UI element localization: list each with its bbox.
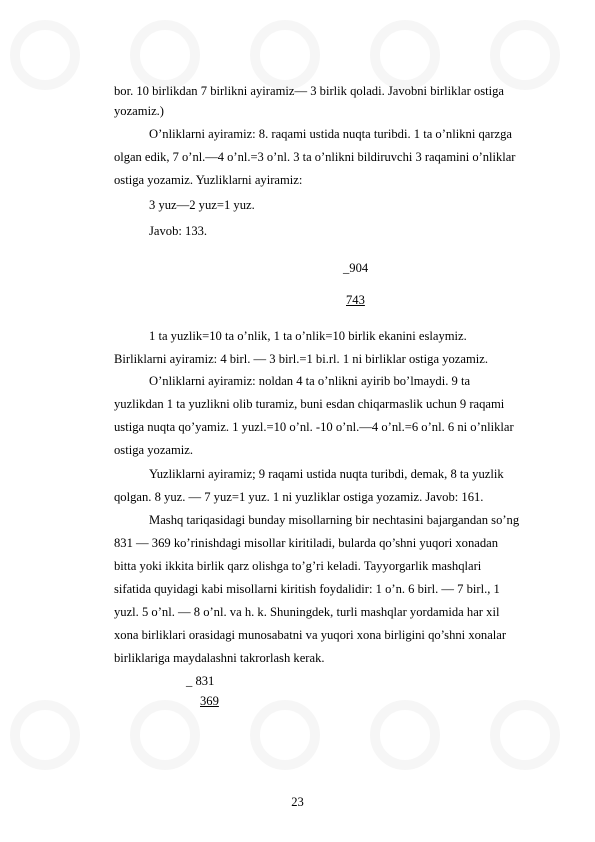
text-line: yuzlikdan 1 ta yuzlikni olib turamiz, buni esdan chiqarmaslik uchun 9 raqami <box>114 397 505 411</box>
text-line: Javob: 133. <box>149 224 208 238</box>
text-line: olgan edik, 7 o’nl.—4 o’nl.=3 o’nl. 3 ta o’nlikni bildiruvchi 3 raqamini o’nliklar <box>114 150 516 164</box>
text-line: yozamiz.) <box>114 104 164 118</box>
text-line: ustiga nuqta qo’yamiz. 1 yuzl.=10 o’nl. -10 o’nl.—4 o’nl.=6 o’nl. 6 ni o’nliklar <box>114 420 514 434</box>
text-line: 1 ta yuzlik=10 ta o’nlik, 1 ta o’nlik=10 birlik ekanini eslaymiz. <box>149 329 467 343</box>
subtraction-subtrahend: 369 <box>200 694 219 708</box>
text-line: 3 yuz—2 yuz=1 yuz. <box>149 198 255 212</box>
text-line: bitta yoki ikkita birlik qarz olishga to’g’ri keladi. Tayyorgarlik mashqlari <box>114 559 482 573</box>
text-line: 831 — 369 ko’rinishdagi misollar kiritiladi, bularda qo’shni yuqori xonadan <box>114 536 499 550</box>
text-line: xona birliklari orasidagi munosabatni va yuqori xona birligini qo’shni xonalar <box>114 628 507 642</box>
watermark-shape <box>370 700 440 770</box>
subtraction-minuend: _ 831 <box>186 674 215 688</box>
text-line: Birliklarni ayiramiz: 4 birl. — 3 birl.=1 bi.rl. 1 ni birliklar ostiga yozamiz. <box>114 352 488 366</box>
watermark-shape <box>370 20 440 90</box>
page-number: 23 <box>291 795 304 809</box>
text-line: ostiga yozamiz. Yuzliklarni ayiramiz: <box>114 173 303 187</box>
text-line: yuzl. 5 o’nl. — 8 o’nl. va h. k. Shuningdek, turli mashqlar yordamida har xil <box>114 605 500 619</box>
watermark-shape <box>490 700 560 770</box>
text-line: Mashq tariqasidagi bunday misollarning bir nechtasini bajargandan so’ng <box>149 513 520 527</box>
text-line: birliklariga maydalashni takrorlash kerak. <box>114 651 325 665</box>
watermark-shape <box>130 20 200 90</box>
watermark-shape <box>250 20 320 90</box>
subtraction-subtrahend: 743 <box>346 293 365 307</box>
text-line: sifatida quyidagi kabi misollarni kiritish foydalidir: 1 o’n. 6 birl. — 7 birl., 1 <box>114 582 500 596</box>
text-line: ostiga yozamiz. <box>114 443 194 457</box>
text-line: O’nliklarni ayiramiz: 8. raqami ustida nuqta turibdi. 1 ta o’nlikni qarzga <box>149 127 513 141</box>
text-line: Yuzliklarni ayiramiz; 9 raqami ustida nuqta turibdi, demak, 8 ta yuzlik <box>149 467 504 481</box>
watermark-shape <box>10 700 80 770</box>
text-line: qolgan. 8 yuz. — 7 yuz=1 yuz. 1 ni yuzliklar ostiga yozamiz. Javob: 161. <box>114 490 484 504</box>
watermark-shape <box>490 20 560 90</box>
watermark-shape <box>250 700 320 770</box>
watermark-shape <box>130 700 200 770</box>
text-line: O’nliklarni ayiramiz: noldan 4 ta o’nlikni ayirib bo’lmaydi. 9 ta <box>149 374 471 388</box>
subtraction-minuend: _904 <box>343 261 369 275</box>
text-line: bor. 10 birlikdan 7 birlikni ayiramiz— 3 birlik qoladi. Javobni birliklar ostiga <box>114 84 504 98</box>
watermark-shape <box>10 20 80 90</box>
